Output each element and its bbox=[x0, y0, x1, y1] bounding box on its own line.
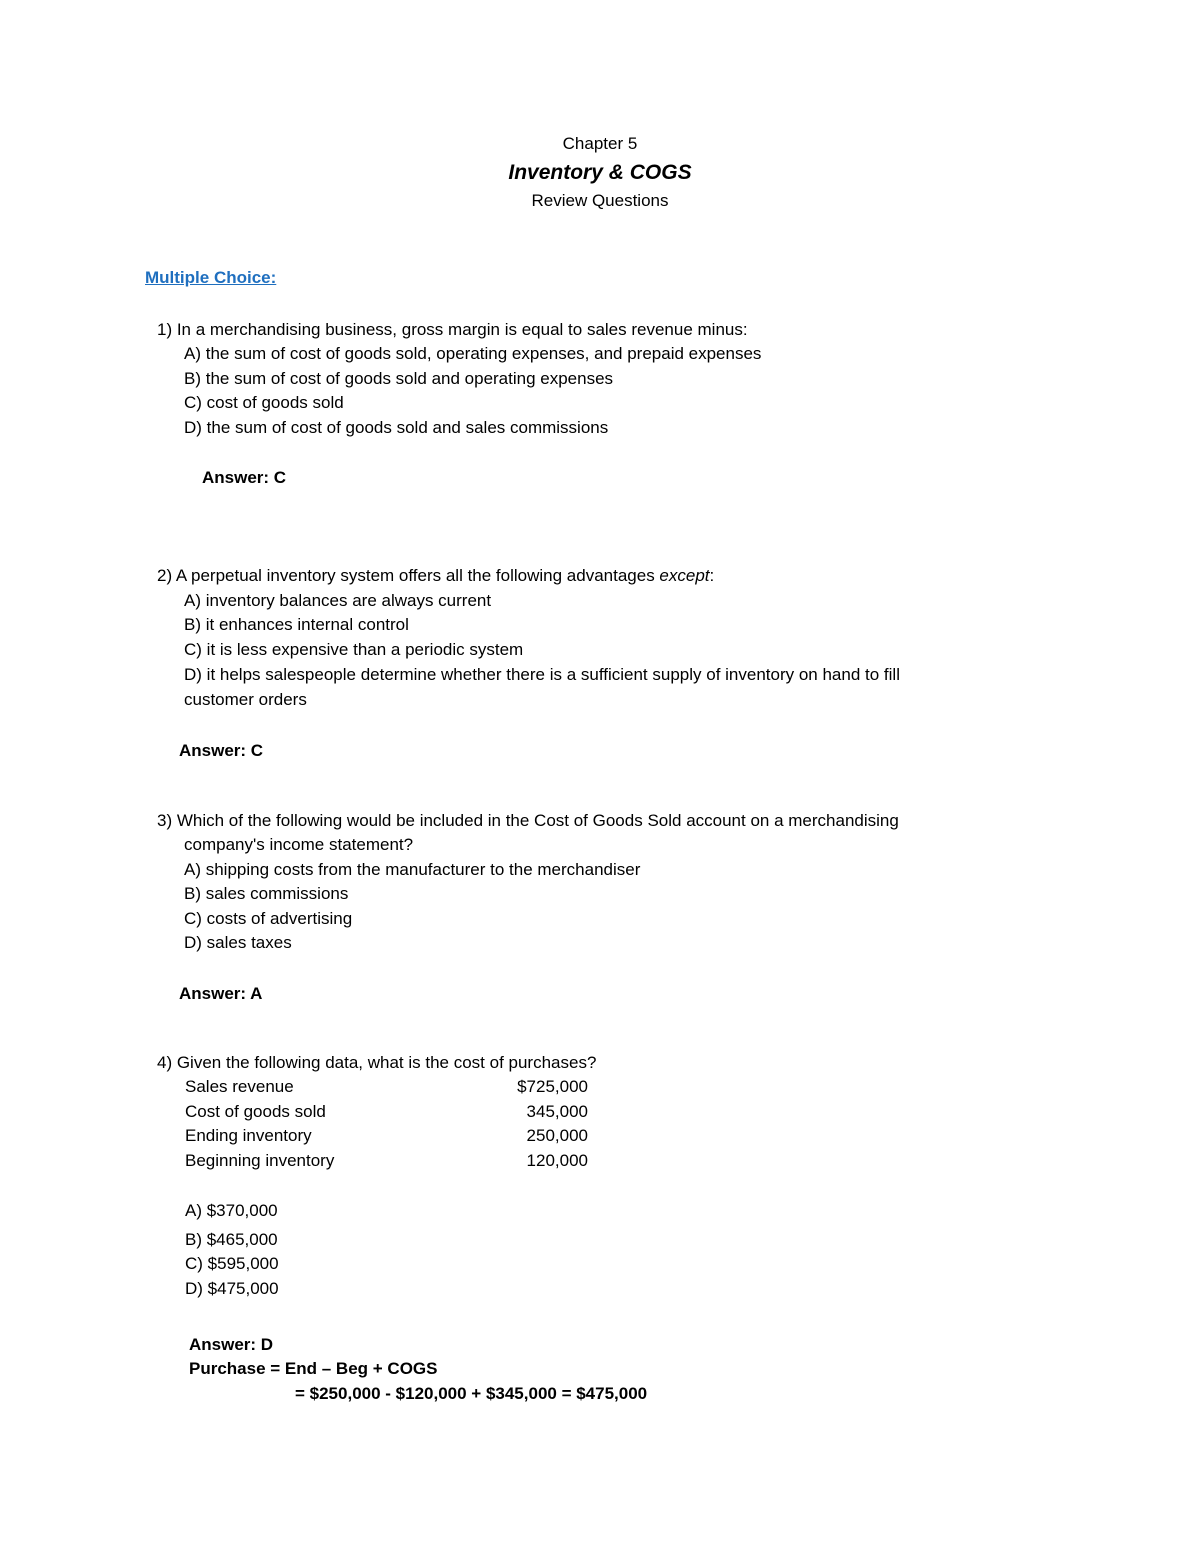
data-row-label: Beginning inventory bbox=[185, 1151, 335, 1170]
question-1-option-d: D) the sum of cost of goods sold and sales commissions bbox=[184, 418, 609, 437]
data-row-label: Ending inventory bbox=[185, 1126, 312, 1145]
data-row-value: 120,000 bbox=[526, 1151, 588, 1170]
question-4-option-b: B) $465,000 bbox=[185, 1230, 278, 1249]
question-4-option-c: C) $595,000 bbox=[185, 1254, 279, 1273]
data-row-value: 345,000 bbox=[526, 1102, 588, 1121]
question-2-answer: Answer: C bbox=[179, 741, 264, 760]
question-3-answer: Answer: A bbox=[179, 984, 263, 1003]
question-2-option-d-continued: customer orders bbox=[184, 690, 307, 709]
document-title: Inventory & COGS bbox=[508, 161, 692, 184]
question-3-option-d: D) sales taxes bbox=[184, 933, 292, 952]
question-4-option-a: A) $370,000 bbox=[185, 1201, 278, 1220]
question-3-stem-line-2: company's income statement? bbox=[184, 835, 414, 854]
question-2-option-d: D) it helps salespeople determine whether there is a sufficient supply of inventory on hand to fill bbox=[184, 665, 900, 684]
question-2-stem-end: : bbox=[709, 566, 715, 585]
question-1-option-a: A) the sum of cost of goods sold, operating expenses, and prepaid expenses bbox=[184, 344, 762, 363]
section-heading-multiple-choice: Multiple Choice: bbox=[145, 268, 277, 287]
question-2-option-a: A) inventory balances are always current bbox=[184, 591, 492, 610]
question-2-stem-emphasis: except bbox=[659, 566, 710, 585]
question-1-answer: Answer: C bbox=[202, 468, 287, 487]
question-3-option-a: A) shipping costs from the manufacturer to the merchandiser bbox=[184, 860, 641, 879]
question-4-formula-line-2: = $250,000 - $120,000 + $345,000 = $475,000 bbox=[295, 1384, 648, 1403]
question-1-option-b: B) the sum of cost of goods sold and operating expenses bbox=[184, 369, 614, 388]
data-row-value: $725,000 bbox=[517, 1077, 588, 1096]
question-4-formula-line-1: Purchase = End – Beg + COGS bbox=[189, 1359, 438, 1378]
chapter-label: Chapter 5 bbox=[562, 134, 638, 153]
data-row-value: 250,000 bbox=[526, 1126, 588, 1145]
question-2-option-c: C) it is less expensive than a periodic system bbox=[184, 640, 524, 659]
data-row-label: Cost of goods sold bbox=[185, 1102, 326, 1121]
document-subtitle: Review Questions bbox=[531, 191, 669, 210]
question-1-option-c: C) cost of goods sold bbox=[184, 393, 344, 412]
question-3-option-b: B) sales commissions bbox=[184, 884, 349, 903]
question-3-option-c: C) costs of advertising bbox=[184, 909, 353, 928]
question-3-stem-line-1: 3) Which of the following would be included in the Cost of Goods Sold account on a merchandising bbox=[157, 811, 899, 830]
question-2-option-b: B) it enhances internal control bbox=[184, 615, 409, 634]
question-2-stem-text: 2) A perpetual inventory system offers all the following advantages bbox=[157, 566, 660, 585]
question-4-option-d: D) $475,000 bbox=[185, 1279, 279, 1298]
question-1-stem: 1) In a merchandising business, gross margin is equal to sales revenue minus: bbox=[157, 320, 748, 339]
question-4-stem: 4) Given the following data, what is the cost of purchases? bbox=[157, 1053, 597, 1072]
question-4-answer: Answer: D bbox=[189, 1335, 274, 1354]
data-row-label: Sales revenue bbox=[185, 1077, 294, 1096]
question-2-stem bbox=[157, 566, 714, 586]
